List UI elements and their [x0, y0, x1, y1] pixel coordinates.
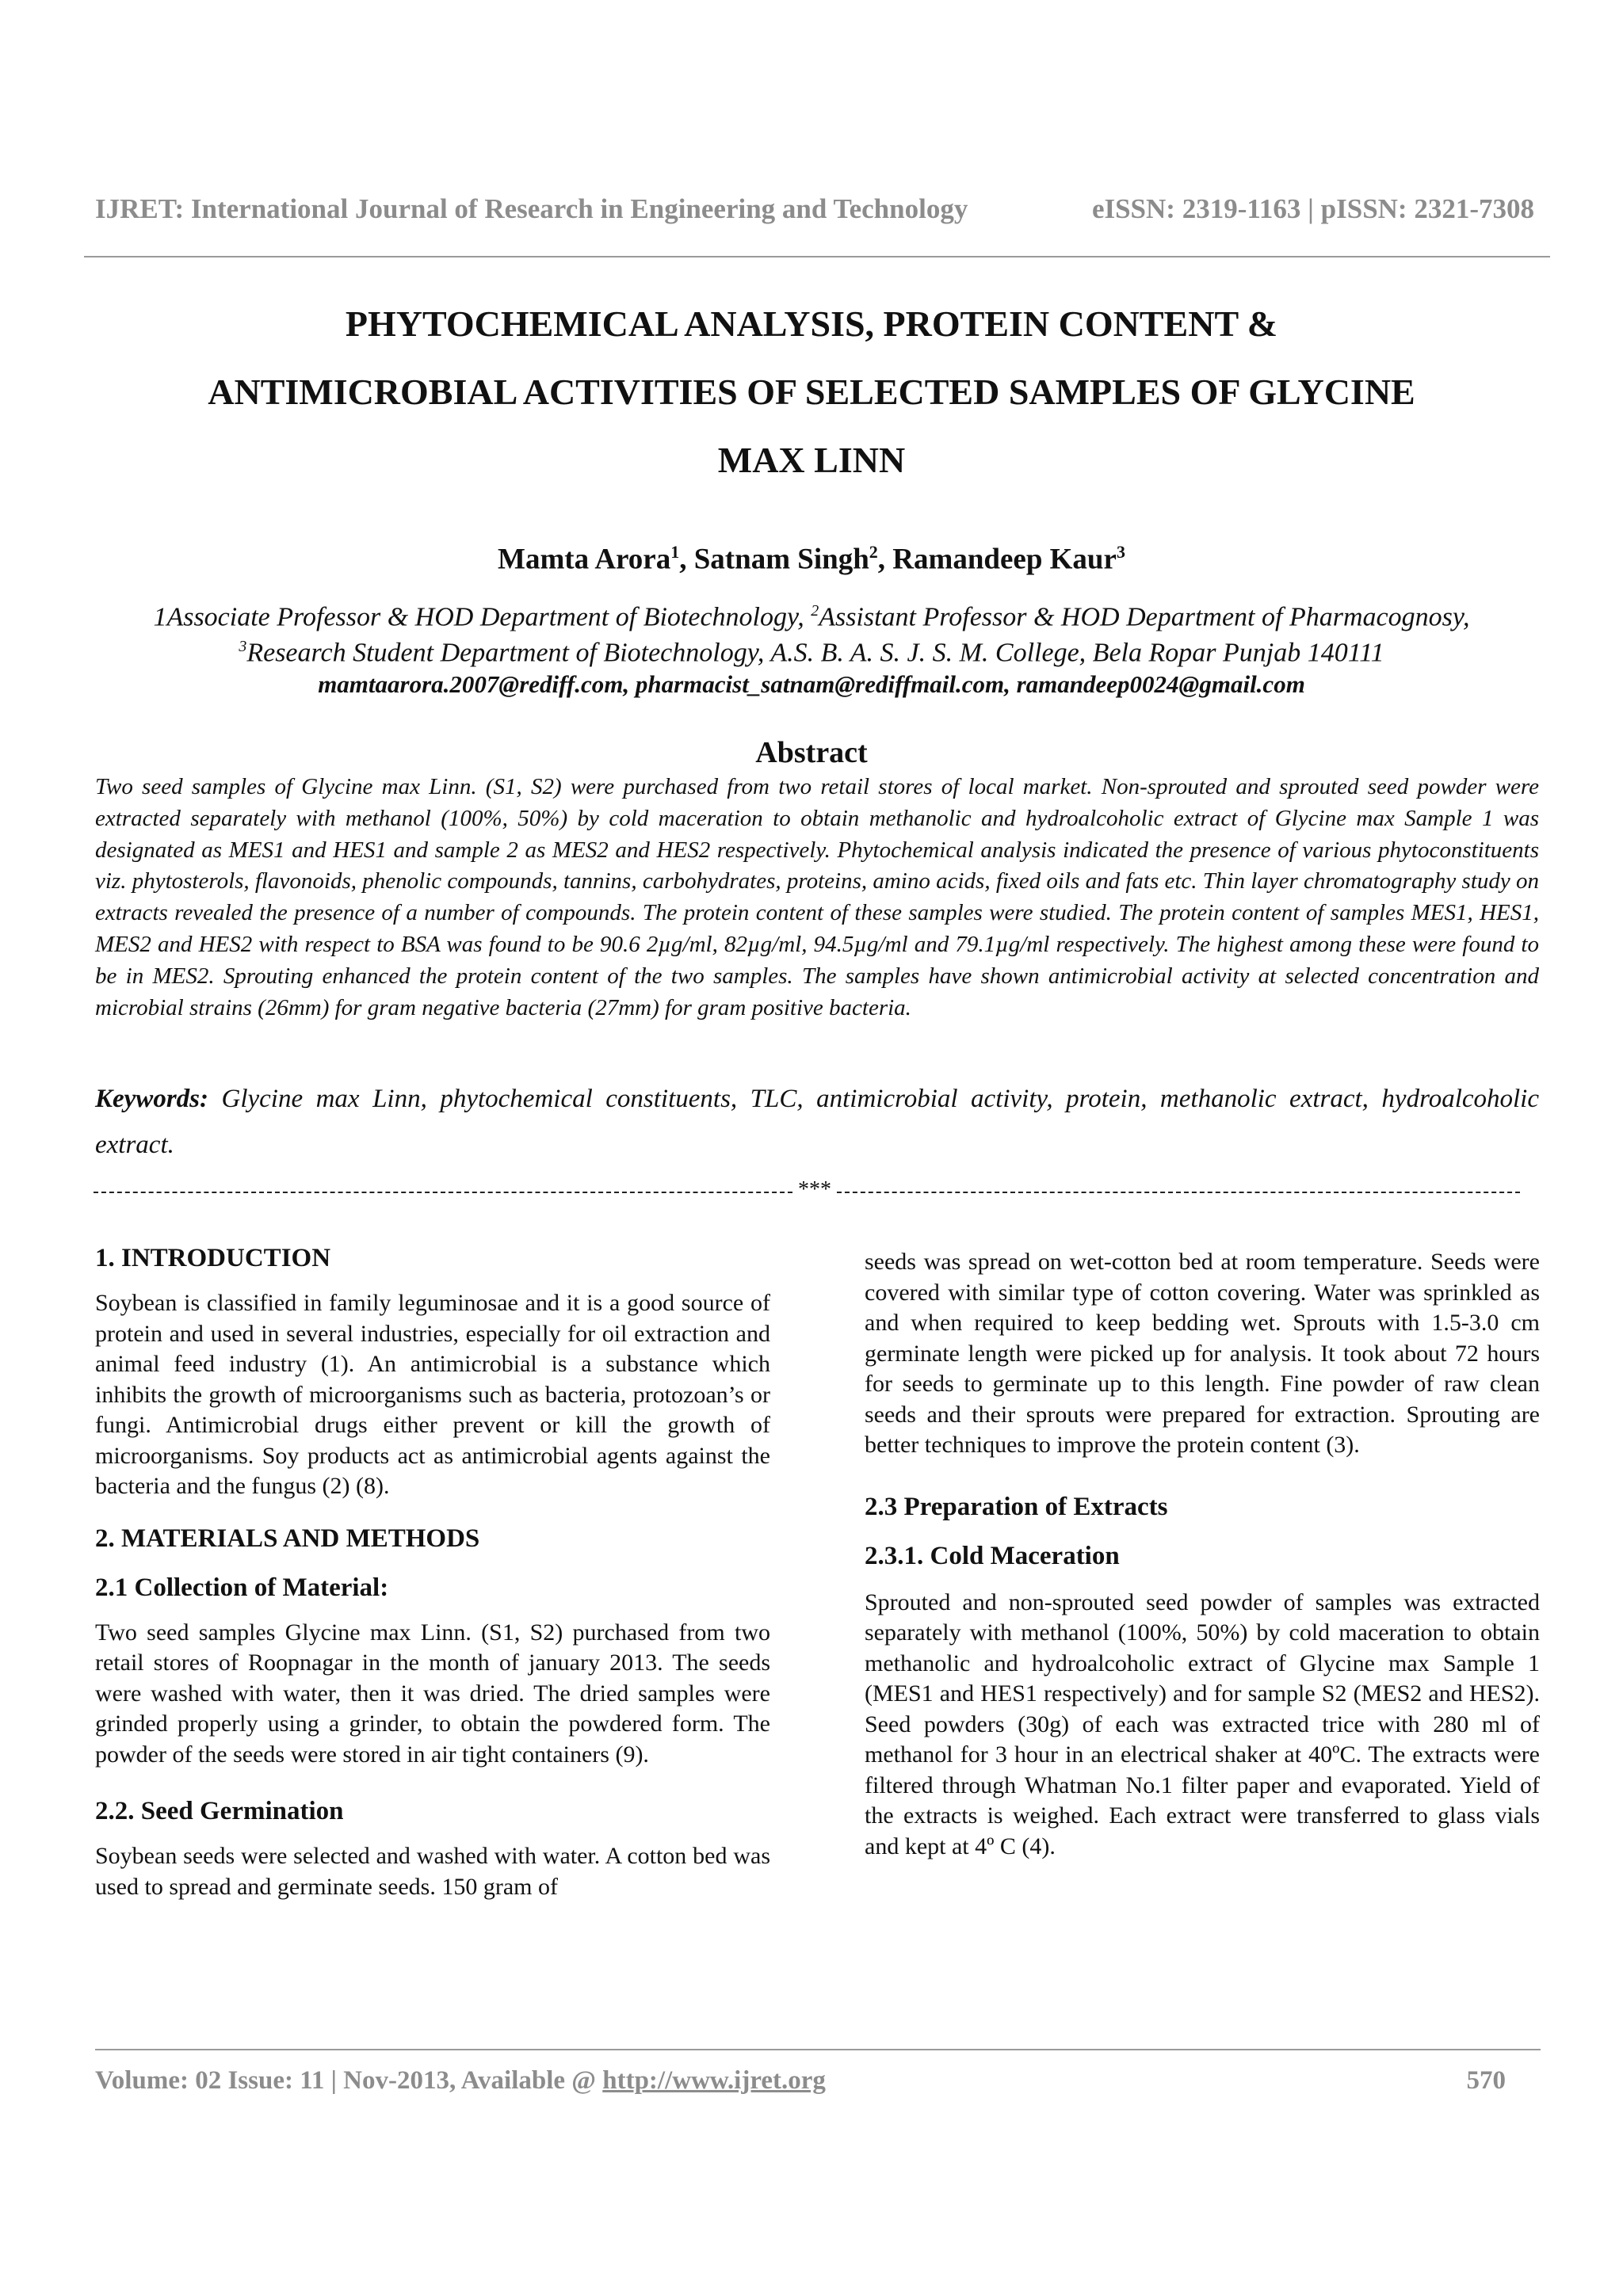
author-separator: ,: [877, 543, 893, 576]
title-line-3: MAX LINN: [717, 440, 906, 480]
author-affiliation-mark: 2: [869, 542, 878, 562]
journal-name: IJRET: International Journal of Research in Engineering and Technology: [95, 193, 968, 224]
page-number: 570: [1466, 2066, 1506, 2095]
affiliation-mark: 2: [811, 602, 819, 620]
abstract-text: Two seed samples of Glycine max Linn. (S1, S2) were purchased from two retail stores of local market. Non-sprouted and sprouted seed powder were extracted separately with methanol (100%, 50%) by cold maceration to obtain methanolic and hydroalcoholic extract of Glycine max Sample 1 was designated as MES1 and HES1 and sample 2 as MES2 and HES2 respectively. Phytochemical analysis indicated the presence of various phytoconstituents viz. phytosterols, flavonoids, phenolic compounds, tannins, carbohydrates, proteins, amino acids, fixed oils and fats etc. Thin layer chromatography study on extracts revealed the presence of a number of compounds. The protein content of these samples were studied. The protein content of samples MES1, HES1, MES2 and HES2 with respect to BSA was found to be 90.6 2µg/ml, 82µg/ml, 94.5µg/ml and 79.1µg/ml respectively. The highest among these were found to be in MES2. Sprouting enhanced the protein content of the two samples. The samples have shown antimicrobial activity at selected concentration and microbial strains (26mm) for gram negative bacteria (27mm) for gram positive bacteria.: [95, 774, 1540, 1020]
affiliation-text: 1Associate Professor & HOD Department of Biotechnology,: [153, 602, 812, 632]
footer-volume-info: [95, 2066, 826, 2096]
author-separator: ,: [679, 543, 694, 576]
footer-rule: [95, 2049, 1541, 2050]
affiliation-mark: 3: [239, 638, 247, 655]
affiliation-text: Assistant Professor & HOD Department of Pharmacognosy,: [819, 602, 1470, 632]
author-emails: mamtaarora.2007@rediff.com, pharmacist_satnam@rediffmail.com, ramandeep0024@gmail.com: [318, 670, 1305, 698]
section-divider: [94, 1176, 1520, 1207]
maceration-paragraph: Sprouted and non-sprouted seed powder of samples was extracted separately with methanol (100%, 50%) by cold maceration to obtain methanolic and hydroalcoholic extract of Glycine max Sample 1 (MES1 and HES1 respectively) and for sample S2 (MES2 and HES2). Seed powders (30g) of each was extracted trice with 280 ml of methanol for 3 hour in an electrical shaker at 40ºC. The extracts were filtered through Whatman No.1 filter paper and evaporated. Yield of the extracts is weighed. Each extract were transferred to glass vials and kept at 4º C (4).: [865, 1589, 1540, 1859]
footer-volume-text: Volume: 02 Issue: 11 | Nov-2013, Available @: [95, 2066, 603, 2095]
keywords-label: Keywords:: [95, 1085, 208, 1113]
title-line-2: ANTIMICROBIAL ACTIVITIES OF SELECTED SAMPLES OF GLYCINE: [208, 372, 1415, 412]
collection-paragraph: Two seed samples Glycine max Linn. (S1, S2) purchased from two retail stores of Roopnagar in the month of january 2013. The seeds were washed with water, then it was dried. The dried samples were grinded properly using a grinder, to obtain the powdered form. The powder of the seeds were stored in air tight containers (9).: [95, 1619, 770, 1768]
subsection-heading-germination: 2.2. Seed Germination: [95, 1797, 344, 1825]
affiliation-line-2: [48, 638, 1575, 668]
subsection-heading-cold-maceration: 2.3.1. Cold Maceration: [865, 1541, 1120, 1570]
issn-info: eISSN: 2319-1163 | pISSN: 2321-7308: [1091, 193, 1534, 224]
germination-paragraph: Soybean seeds were selected and washed with water. A cotton bed was used to spread and germinate seeds. 150 gram of: [95, 1843, 770, 1900]
author-name: Ramandeep Kaur: [892, 543, 1117, 576]
keywords: [95, 1076, 1539, 1168]
keywords-text: Glycine max Linn, phytochemical constituents, TLC, antimicrobial activity, protein, methanolic extract, hydroalcoholic extract.: [95, 1085, 1539, 1159]
right-column: [865, 1247, 1540, 1862]
author-affiliation-mark: 3: [1116, 542, 1125, 562]
divider-dashes-left: [94, 1192, 792, 1193]
introduction-paragraph: Soybean is classified in family leguminosae and it is a good source of protein and used in several industries, especially for oil extraction and animal feed industry (1). An antimicrobial is a substance which inhibits the growth of microorganisms such as bacteria, protozoan’s or fungi. Antimicrobial drugs either prevent or kill the growth of microorganisms. Soy products act as antimicrobial agents against the bacteria and the fungus (2) (8).: [95, 1290, 770, 1499]
journal-website-link[interactable]: http://www.ijret.org: [602, 2066, 826, 2095]
author-list: [0, 542, 1623, 576]
left-column: [95, 1242, 770, 1902]
section-heading-introduction: 1. INTRODUCTION: [95, 1244, 331, 1272]
divider-dashes-right: [837, 1192, 1520, 1193]
abstract-heading: Abstract: [755, 736, 868, 769]
germination-paragraph-continued: seeds was spread on wet-cotton bed at room temperature. Seeds were covered with similar type of cotton covering. Water was sprinkled as and when required to keep bedding wet. Sprouts with 1.5-3.0 cm germinate length were picked up for analysis. It took about 72 hours for seeds to germinate up to this length. Fine powder of raw clean seeds and their sprouts were prepared for extraction. Sprouting are better techniques to improve the protein content (3).: [865, 1249, 1540, 1458]
paper-title: [71, 290, 1552, 494]
header-rule: [84, 256, 1550, 257]
divider-stars: ***: [798, 1177, 831, 1202]
subsection-heading-extracts: 2.3 Preparation of Extracts: [865, 1492, 1168, 1521]
author-name: Mamta Arora: [498, 543, 671, 576]
subsection-heading-collection: 2.1 Collection of Material:: [95, 1573, 389, 1602]
running-header: [95, 187, 1534, 235]
affiliation-text: Research Student Department of Biotechnology, A.S. B. A. S. J. S. M. College, Bela Ropar Punjab 140111: [246, 638, 1384, 668]
title-line-1: PHYTOCHEMICAL ANALYSIS, PROTEIN CONTENT &: [345, 303, 1278, 344]
affiliation-line-1: [48, 602, 1575, 632]
author-affiliation-mark: 1: [670, 542, 680, 562]
author-name: Satnam Singh: [693, 543, 869, 576]
section-heading-materials-methods: 2. MATERIALS AND METHODS: [95, 1524, 480, 1553]
